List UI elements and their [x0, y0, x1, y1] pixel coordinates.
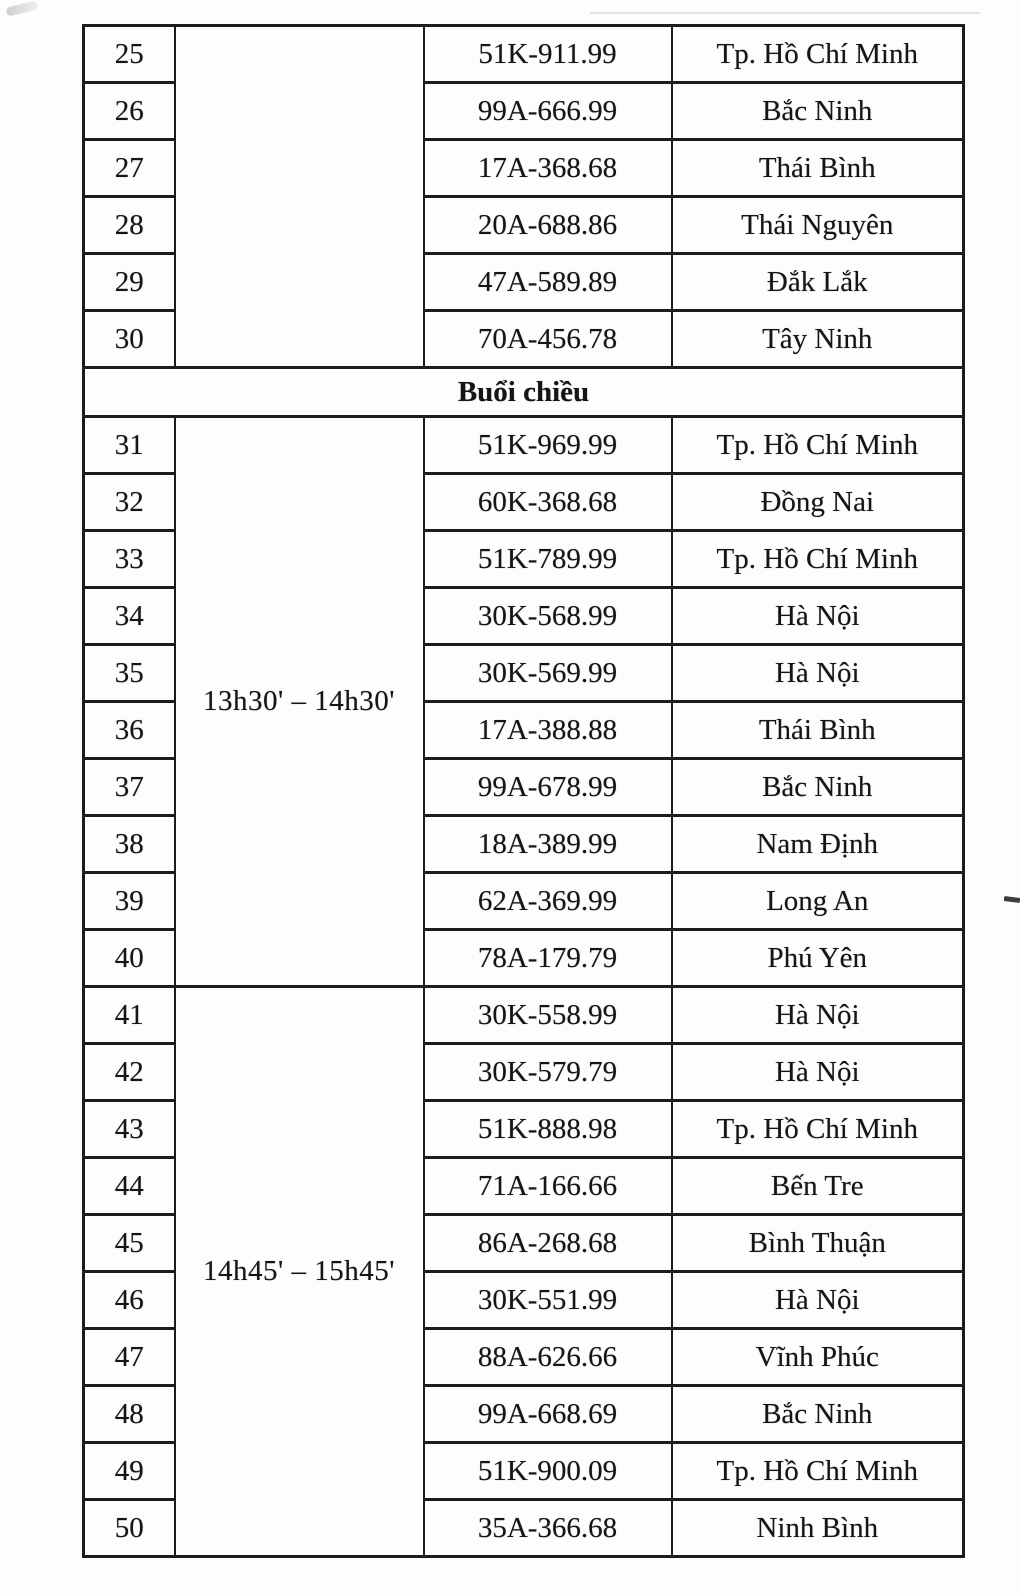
stt-cell: 45 [84, 1215, 175, 1272]
plate-cell: 30K-569.99 [424, 645, 672, 702]
plate-cell: 62A-369.99 [424, 873, 672, 930]
stt-cell: 38 [84, 816, 175, 873]
province-cell: Đắk Lắk [672, 254, 964, 311]
table-row [84, 417, 964, 474]
province-cell: Thái Bình [672, 140, 964, 197]
stt-cell: 30 [84, 311, 175, 368]
stt-cell: 26 [84, 83, 175, 140]
plate-cell: 99A-668.69 [424, 1386, 672, 1443]
stt-cell: 39 [84, 873, 175, 930]
province-cell: Nam Định [672, 816, 964, 873]
province-cell: Tp. Hồ Chí Minh [672, 417, 964, 474]
stt-cell: 34 [84, 588, 175, 645]
plate-cell: 51K-969.99 [424, 417, 672, 474]
stt-cell: 49 [84, 1443, 175, 1500]
plate-cell: 30K-568.99 [424, 588, 672, 645]
stt-cell: 47 [84, 1329, 175, 1386]
plate-cell: 17A-388.88 [424, 702, 672, 759]
province-cell: Hà Nội [672, 987, 964, 1044]
stt-cell: 32 [84, 474, 175, 531]
province-cell: Vĩnh Phúc [672, 1329, 964, 1386]
scan-line-artifact [590, 12, 980, 14]
plate-cell: 99A-678.99 [424, 759, 672, 816]
province-cell: Bắc Ninh [672, 1386, 964, 1443]
time-cell [175, 26, 424, 368]
stt-cell: 25 [84, 26, 175, 83]
province-cell: Hà Nội [672, 645, 964, 702]
stt-cell: 50 [84, 1500, 175, 1557]
plate-cell: 18A-389.99 [424, 816, 672, 873]
plate-cell: 30K-579.79 [424, 1044, 672, 1101]
plate-cell: 99A-666.99 [424, 83, 672, 140]
stt-cell: 44 [84, 1158, 175, 1215]
province-cell: Bắc Ninh [672, 759, 964, 816]
plate-cell: 88A-626.66 [424, 1329, 672, 1386]
time-cell: 13h30' – 14h30' [175, 417, 424, 987]
time-cell: 14h45' – 15h45' [175, 987, 424, 1557]
stt-cell: 31 [84, 417, 175, 474]
plate-cell: 35A-366.68 [424, 1500, 672, 1557]
province-cell: Tp. Hồ Chí Minh [672, 1443, 964, 1500]
plate-cell: 78A-179.79 [424, 930, 672, 987]
province-cell: Bình Thuận [672, 1215, 964, 1272]
schedule-table-body [84, 26, 964, 1557]
stt-cell: 46 [84, 1272, 175, 1329]
section-header: Buổi chiều [84, 368, 964, 417]
province-cell: Tp. Hồ Chí Minh [672, 26, 964, 83]
stt-cell: 40 [84, 930, 175, 987]
scan-tick-artifact [1004, 896, 1020, 903]
province-cell: Tp. Hồ Chí Minh [672, 531, 964, 588]
section-row [84, 368, 964, 417]
province-cell: Phú Yên [672, 930, 964, 987]
province-cell: Bến Tre [672, 1158, 964, 1215]
province-cell: Thái Bình [672, 702, 964, 759]
plate-cell: 30K-551.99 [424, 1272, 672, 1329]
schedule-table [82, 24, 965, 1558]
plate-cell: 47A-589.89 [424, 254, 672, 311]
plate-cell: 51K-789.99 [424, 531, 672, 588]
plate-cell: 60K-368.68 [424, 474, 672, 531]
plate-cell: 51K-900.09 [424, 1443, 672, 1500]
province-cell: Hà Nội [672, 588, 964, 645]
plate-cell: 71A-166.66 [424, 1158, 672, 1215]
plate-cell: 20A-688.86 [424, 197, 672, 254]
province-cell: Ninh Bình [672, 1500, 964, 1557]
table-row [84, 26, 964, 83]
scan-smudge-artifact [5, 0, 38, 16]
province-cell: Long An [672, 873, 964, 930]
stt-cell: 37 [84, 759, 175, 816]
province-cell: Thái Nguyên [672, 197, 964, 254]
stt-cell: 48 [84, 1386, 175, 1443]
plate-cell: 51K-911.99 [424, 26, 672, 83]
province-cell: Bắc Ninh [672, 83, 964, 140]
plate-cell: 86A-268.68 [424, 1215, 672, 1272]
stt-cell: 33 [84, 531, 175, 588]
stt-cell: 28 [84, 197, 175, 254]
plate-cell: 17A-368.68 [424, 140, 672, 197]
stt-cell: 43 [84, 1101, 175, 1158]
province-cell: Hà Nội [672, 1272, 964, 1329]
province-cell: Đồng Nai [672, 474, 964, 531]
table-row [84, 987, 964, 1044]
province-cell: Tây Ninh [672, 311, 964, 368]
stt-cell: 35 [84, 645, 175, 702]
province-cell: Tp. Hồ Chí Minh [672, 1101, 964, 1158]
stt-cell: 36 [84, 702, 175, 759]
province-cell: Hà Nội [672, 1044, 964, 1101]
plate-cell: 51K-888.98 [424, 1101, 672, 1158]
stt-cell: 41 [84, 987, 175, 1044]
stt-cell: 27 [84, 140, 175, 197]
stt-cell: 42 [84, 1044, 175, 1101]
stt-cell: 29 [84, 254, 175, 311]
plate-cell: 30K-558.99 [424, 987, 672, 1044]
plate-cell: 70A-456.78 [424, 311, 672, 368]
